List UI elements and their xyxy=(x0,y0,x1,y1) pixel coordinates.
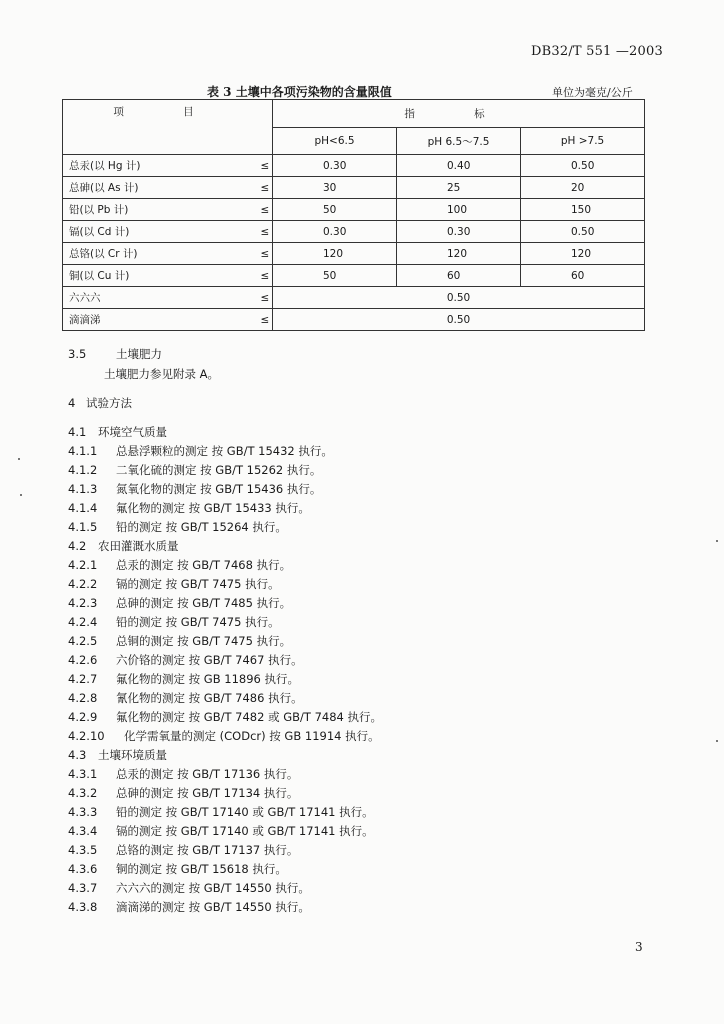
list-item: 4.2.2 镉的测定 按 GB/T 7475 执行。 xyxy=(68,577,280,591)
page-number: 3 xyxy=(635,940,643,954)
row-value: 0.50 xyxy=(521,155,645,177)
row-operator: ≤ xyxy=(255,177,273,199)
section-3-5-text: 土壤肥力参见附录 A。 xyxy=(104,367,220,381)
row-operator: ≤ xyxy=(255,243,273,265)
list-item: 4.2.7 氟化物的测定 按 GB 11896 执行。 xyxy=(68,672,300,686)
list-item: 4.3.8 滴滴涕的测定 按 GB/T 14550 执行。 xyxy=(68,900,310,914)
column-header-ph-mid: pH 6.5～7.5 xyxy=(397,128,521,155)
list-item: 4.3.4 镉的测定 按 GB/T 17140 或 GB/T 17141 执行。 xyxy=(68,824,374,838)
row-item: 总铬(以 Cr 计) xyxy=(63,243,255,265)
list-item: 4.2.5 总铜的测定 按 GB/T 7475 执行。 xyxy=(68,634,292,648)
list-item: 4.2.3 总砷的测定 按 GB/T 7485 执行。 xyxy=(68,596,292,610)
row-value: 0.50 xyxy=(273,287,645,309)
table-row xyxy=(63,309,645,331)
section-4-heading: 4 试验方法 xyxy=(68,396,132,410)
row-value: 0.30 xyxy=(273,221,397,243)
list-item: 4.2.8 氰化物的测定 按 GB/T 7486 执行。 xyxy=(68,691,303,705)
row-item: 铜(以 Cu 计) xyxy=(63,265,255,287)
list-item: 4.2.4 铅的测定 按 GB/T 7475 执行。 xyxy=(68,615,280,629)
column-header-ph-low: pH<6.5 xyxy=(273,128,397,155)
row-item: 镉(以 Cd 计) xyxy=(63,221,255,243)
list-item: 4.2.1 总汞的测定 按 GB/T 7468 执行。 xyxy=(68,558,292,572)
table-row xyxy=(63,265,645,287)
scan-speck xyxy=(18,458,20,460)
table-row xyxy=(63,287,645,309)
section-4-1-heading: 4.1 环境空气质量 xyxy=(68,425,167,439)
table-unit: 单位为毫克/公斤 xyxy=(552,86,633,99)
list-item: 4.1.3 氮氧化物的测定 按 GB/T 15436 执行。 xyxy=(68,482,322,496)
row-value: 120 xyxy=(521,243,645,265)
column-header-ph-high: pH >7.5 xyxy=(521,128,645,155)
list-item: 4.2.9 氟化物的测定 按 GB/T 7482 或 GB/T 7484 执行。 xyxy=(68,710,383,724)
row-item: 总汞(以 Hg 计) xyxy=(63,155,255,177)
list-item: 4.3.2 总砷的测定 按 GB/T 17134 执行。 xyxy=(68,786,299,800)
row-value: 50 xyxy=(273,199,397,221)
list-item: 4.2.6 六价铬的测定 按 GB/T 7467 执行。 xyxy=(68,653,303,667)
section-4-3-heading: 4.3 土壤环境质量 xyxy=(68,748,167,762)
list-item: 4.2.10 化学需氧量的测定 (CODcr) 按 GB 11914 执行。 xyxy=(68,729,380,743)
row-item: 铅(以 Pb 计) xyxy=(63,199,255,221)
list-item: 4.3.1 总汞的测定 按 GB/T 17136 执行。 xyxy=(68,767,299,781)
pollutant-limits-table xyxy=(62,99,645,331)
row-value: 60 xyxy=(397,265,521,287)
list-item: 4.3.3 铅的测定 按 GB/T 17140 或 GB/T 17141 执行。 xyxy=(68,805,374,819)
section-3-5-heading: 3.5 土壤肥力 xyxy=(68,347,162,361)
row-operator: ≤ xyxy=(255,155,273,177)
row-value: 0.50 xyxy=(521,221,645,243)
document-code: DB32/T 551 —2003 xyxy=(531,44,663,59)
row-value: 30 xyxy=(273,177,397,199)
list-item: 4.1.1 总悬浮颗粒的测定 按 GB/T 15432 执行。 xyxy=(68,444,333,458)
row-item: 滴滴涕 xyxy=(63,309,255,331)
row-operator: ≤ xyxy=(255,309,273,331)
row-value: 0.40 xyxy=(397,155,521,177)
column-header-limit: 指 标 xyxy=(273,100,645,128)
list-item: 4.1.2 二氧化硫的测定 按 GB/T 15262 执行。 xyxy=(68,463,322,477)
row-item: 六六六 xyxy=(63,287,255,309)
row-item: 总砷(以 As 计) xyxy=(63,177,255,199)
row-value: 150 xyxy=(521,199,645,221)
scan-speck xyxy=(716,740,718,742)
list-item: 4.1.4 氟化物的测定 按 GB/T 15433 执行。 xyxy=(68,501,310,515)
column-header-item: 项 目 xyxy=(63,100,273,155)
row-value: 0.50 xyxy=(273,309,645,331)
scan-speck xyxy=(716,540,718,542)
table-caption: 表 3 土壤中各项污染物的含量限值 xyxy=(207,85,392,99)
row-operator: ≤ xyxy=(255,265,273,287)
row-operator: ≤ xyxy=(255,199,273,221)
scan-speck xyxy=(20,494,22,496)
list-item: 4.3.7 六六六的测定 按 GB/T 14550 执行。 xyxy=(68,881,310,895)
table-row xyxy=(63,177,645,199)
table-row xyxy=(63,243,645,265)
row-value: 0.30 xyxy=(273,155,397,177)
row-value: 50 xyxy=(273,265,397,287)
list-item: 4.3.5 总铬的测定 按 GB/T 17137 执行。 xyxy=(68,843,299,857)
row-value: 60 xyxy=(521,265,645,287)
section-4-2-heading: 4.2 农田灌溉水质量 xyxy=(68,539,179,553)
table-row xyxy=(63,155,645,177)
row-value: 100 xyxy=(397,199,521,221)
row-value: 120 xyxy=(397,243,521,265)
table-row xyxy=(63,199,645,221)
row-operator: ≤ xyxy=(255,221,273,243)
row-operator: ≤ xyxy=(255,287,273,309)
row-value: 20 xyxy=(521,177,645,199)
table-row xyxy=(63,221,645,243)
row-value: 0.30 xyxy=(397,221,521,243)
row-value: 25 xyxy=(397,177,521,199)
list-item: 4.3.6 铜的测定 按 GB/T 15618 执行。 xyxy=(68,862,287,876)
row-value: 120 xyxy=(273,243,397,265)
list-item: 4.1.5 铅的测定 按 GB/T 15264 执行。 xyxy=(68,520,287,534)
